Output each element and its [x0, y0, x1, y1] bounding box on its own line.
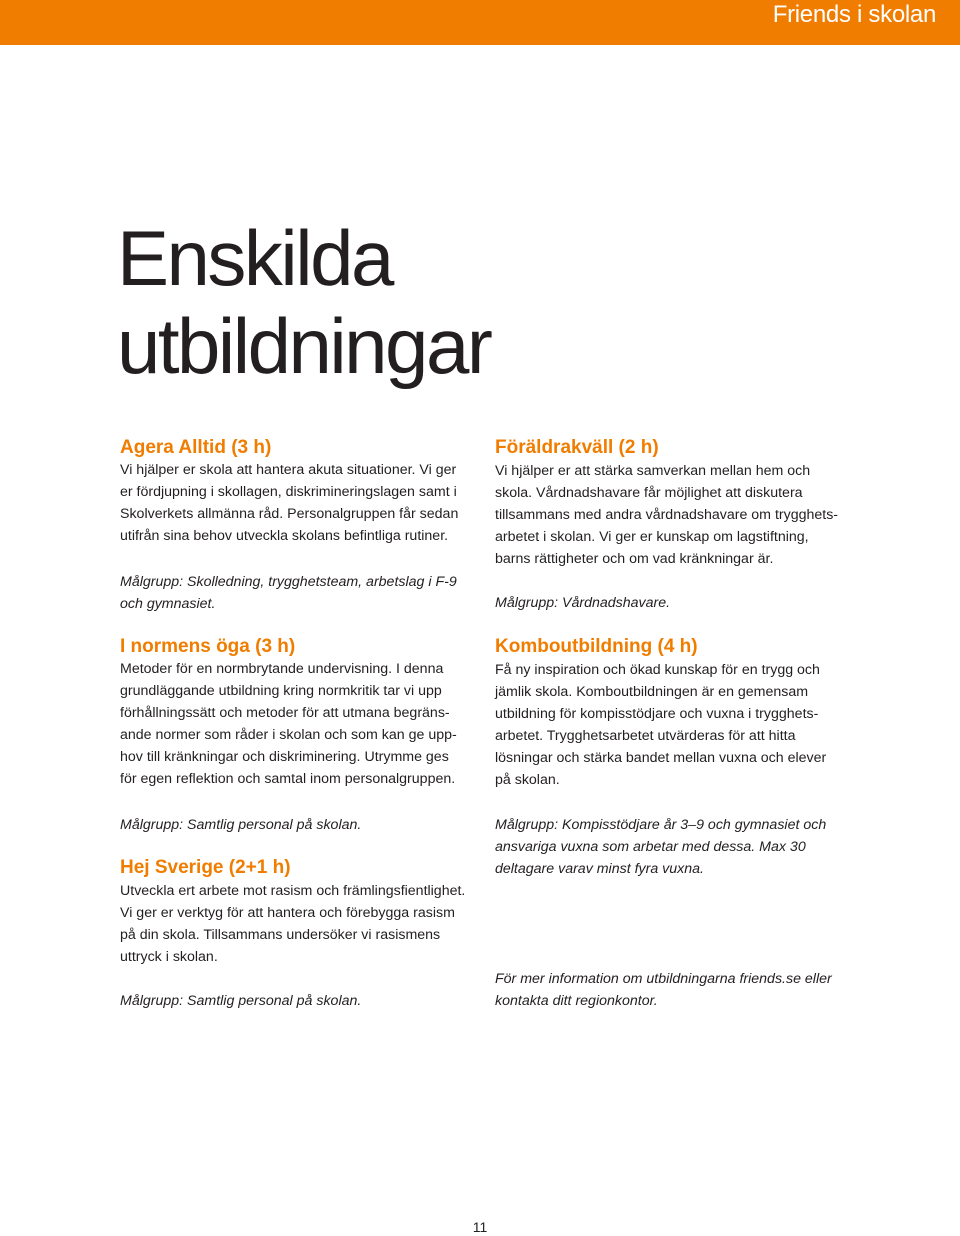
target-line: och gymnasiet.	[120, 596, 216, 612]
body-line: grundläggande utbildning kring normkritik tar vi upp	[120, 683, 442, 699]
body-line: er fördjupning i skollagen, diskrimineringslagen samt i	[120, 484, 457, 500]
body-line: förhållningssätt och metoder för att utmana begräns-	[120, 705, 450, 721]
target-line: Målgrupp: Kompisstödjare år 3–9 och gymnasiet och	[495, 817, 827, 833]
page-title-line: utbildningar	[117, 302, 491, 390]
body-line: jämlik skola. Komboutbildningen är en gemensam	[495, 684, 809, 700]
page-title-line: Enskilda	[117, 214, 392, 302]
body-line: Utveckla ert arbete mot rasism och främlingsfientlighet.	[120, 883, 466, 899]
section-body-foraldrakvall	[495, 460, 838, 570]
page-number: 11	[472, 1219, 488, 1235]
target-group-agera-alltid	[120, 571, 457, 615]
target-group-foraldrakvall	[495, 592, 670, 614]
body-line: Vi hjälper er att stärka samverkan mellan hem och	[495, 463, 811, 479]
target-line: ansvariga vuxna som arbetar med dessa. Max 30	[495, 839, 806, 855]
section-title-foraldrakvall: Föräldrakväll (2 h)	[495, 437, 659, 458]
body-line: Metoder för en normbrytande undervisning. I denna	[120, 661, 444, 677]
target-group-hej-sverige	[120, 990, 361, 1012]
target-line: Målgrupp: Vårdnadshavare.	[495, 595, 671, 611]
body-line: skola. Vårdnadshavare får möjlighet att diskutera	[495, 485, 803, 501]
section-body-komboutbildning	[495, 659, 826, 791]
body-line: arbetet i skolan. Vi ger er kunskap om lagstiftning,	[495, 529, 809, 545]
body-line: på skolan.	[495, 772, 560, 788]
body-line: utbildning för kompisstödjare och vuxna i trygghets-	[495, 706, 819, 722]
target-line: deltagare varav minst fyra vuxna.	[495, 861, 704, 877]
body-line: Vi hjälper er skola att hantera akuta situationer. Vi ger	[120, 462, 457, 478]
body-line: lösningar och stärka bandet mellan vuxna och elever	[495, 750, 827, 766]
more-info-note	[495, 968, 832, 1012]
body-line: uttryck i skolan.	[120, 949, 218, 965]
section-body-hej-sverige	[120, 880, 465, 968]
target-line: Målgrupp: Samtlig personal på skolan.	[120, 817, 362, 833]
page-title	[117, 214, 490, 390]
info-line: För mer information om utbildningarna friends.se eller	[495, 971, 832, 987]
body-line: tillsammans med andra vårdnadshavare om trygghets-	[495, 507, 839, 523]
body-line: Skolverkets allmänna råd. Personalgruppen får sedan	[120, 506, 459, 522]
body-line: Vi ger er verktyg för att hantera och förebygga rasism	[120, 905, 455, 921]
body-line: arbetet. Trygghetsarbetet utvärderas för att hitta	[495, 728, 796, 744]
target-group-komboutbildning	[495, 814, 826, 880]
target-group-i-normens-oga	[120, 814, 361, 836]
body-line: på din skola. Tillsammans undersöker vi rasismens	[120, 927, 441, 943]
section-title-hej-sverige: Hej Sverige (2+1 h)	[120, 857, 291, 878]
body-line: hov till kränkningar och diskriminering. Utrymme ges	[120, 749, 449, 765]
body-line: utifrån sina behov utveckla skolans befintliga rutiner.	[120, 528, 449, 544]
section-title-komboutbildning: Komboutbildning (4 h)	[495, 636, 698, 657]
section-body-i-normens-oga	[120, 658, 457, 790]
target-line: Målgrupp: Samtlig personal på skolan.	[120, 993, 362, 1009]
body-line: Få ny inspiration och ökad kunskap för en trygg och	[495, 662, 820, 678]
info-line: kontakta ditt regionkontor.	[495, 993, 658, 1009]
section-body-agera-alltid	[120, 459, 458, 547]
body-line: för egen reflektion och samtal inom personalgruppen.	[120, 771, 456, 787]
section-title-i-normens-oga: I normens öga (3 h)	[120, 636, 296, 657]
target-line: Målgrupp: Skolledning, trygghetsteam, arbetslag i F-9	[120, 574, 457, 590]
header-title: Friends i skolan	[772, 1, 936, 28]
body-line: barns rättigheter och om vad kränkningar är.	[495, 551, 774, 567]
section-title-agera-alltid: Agera Alltid (3 h)	[120, 437, 272, 458]
body-line: ande normer som råder i skolan och som kan ge upp-	[120, 727, 457, 743]
